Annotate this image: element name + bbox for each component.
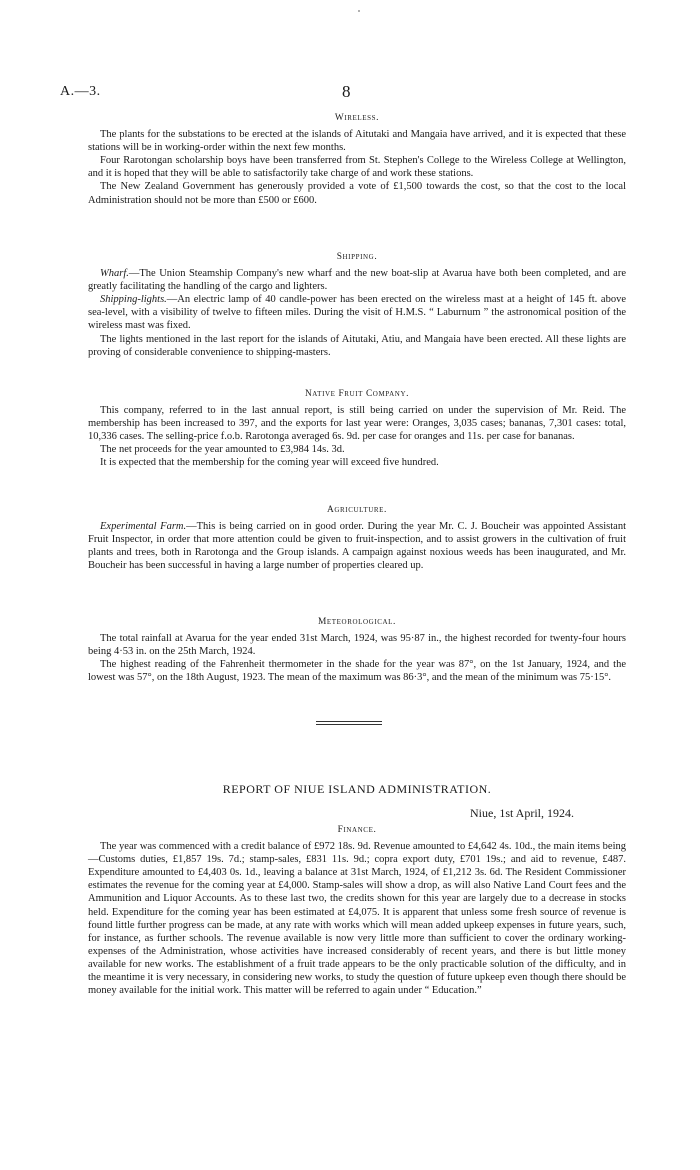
report-title: REPORT OF NIUE ISLAND ADMINISTRATION. (222, 782, 492, 796)
section-divider (316, 721, 382, 722)
shipping-lights-label: Shipping-lights. (100, 294, 167, 306)
section-heading-shipping: Shipping. (336, 252, 378, 262)
paragraph: The highest reading of the Fahrenheit thermometer in the shade for the year was 87°, on the 1st January, 1924, and the lowest was 57°, on the 18th August, 1923. The mean of the maximum was 86·3°, and the mean of the minimum was 75·15°. (88, 659, 626, 684)
section-meteorological (88, 616, 626, 684)
section-heading-meteorological: Meteorological. (317, 617, 396, 627)
experimental-farm-label: Experimental Farm. (100, 521, 187, 533)
document-reference: A.—3. (60, 84, 101, 99)
section-heading-native-fruit-company: Native Fruit Company. (304, 389, 410, 399)
scan-dot (358, 10, 360, 12)
wharf-label: Wharf. (100, 268, 129, 280)
section-heading-wireless: Wireless. (334, 113, 380, 123)
paragraph: This company, referred to in the last annual report, is still being carried on under the supervision of Mr. Reid. The membership has been increased to 397, and the exports for last year were: Oranges, 3,035 cases; bananas, 7,301 cases: total, 10,336 cases. The selling-price f.o.b. Rarotonga averaged 6s. 9d. per case for oranges and 11s. per case for bananas. (88, 405, 626, 443)
paragraph: The plants for the substations to be erected at the islands of Aitutaki and Mangaia have arrived, and it is expected that these stations will be in working-order within the next few months. (88, 129, 626, 154)
section-heading-finance: Finance. (337, 825, 377, 835)
wharf-text: —The Union Steamship Company's new wharf and the new boat-slip at Avarua have both been completed, and are greatly facilitating the handling of the cargo and lighters. (88, 268, 626, 293)
section-finance (88, 824, 626, 997)
shipping-lights-text: —An electric lamp of 40 candle-power has been erected on the wireless mast at a height of 145 ft. above sea-level, with a visibility of twelve to fifteen miles. During the visit of H.M.S. “ Laburnum ” the astronomical position of the wireless mast was fixed. (88, 294, 626, 332)
section-divider (316, 724, 382, 725)
paragraph: The lights mentioned in the last report for the islands of Aitutaki, Atiu, and Mangaia have been erected. All these lights are proving of considerable convenience to shipping-masters. (88, 333, 626, 358)
experimental-farm-text: —This is being carried on in good order. During the year Mr. C. J. Boucheir was appointed Assistant Fruit Inspector, in order that more attention could be given to fruit-inspection, and to assist growers in the cultivation of fruit plants and trees, both in Rarotonga and the Group islands. A campaign against noxious weeds has been inaugurated, and Mr. Boucheir has been successful in having a large number of properties cleared up. (88, 521, 626, 572)
paragraph: The New Zealand Government has generously provided a vote of £1,500 towards the cost, so that the cost to the local Administration should not be more than £500 or £600. (88, 181, 626, 206)
section-wireless (88, 112, 626, 207)
paragraph: The net proceeds for the year amounted to £3,984 14s. 3d. (100, 444, 345, 456)
paragraph: It is expected that the membership for the coming year will exceed five hundred. (100, 457, 439, 469)
paragraph: The year was commenced with a credit balance of £972 18s. 9d. Revenue amounted to £4,642 4s. 10d., the main items being—Customs duties, £1,857 19s. 7d.; stamp-sales, £831 11s. 9d.; copra export duty, £701 19s.; and aid to revenue, £487. Expenditure amounted to £4,403 0s. 1d., leaving a balance at 31st March, 1924, of £1,212 3s. 6d. The Resident Commissioner estimates the revenue for the coming year at £4,000. Stamp-sales will show a drop, as will also Native Land Court fees and the Ammunition and Liquor Accounts. As to these last two, the credits shown for this year are largely due to a decrease in stocks held. Expenditure for the coming year has been estimated at £4,075. It is apparent that unless some fresh source of revenue is found little further progress can be made, at any rate with works which will mean added upkeep expenses in future years, such, for instance, as further schools. The revenue available is now very little more than sufficient to cover the ordinary working-expenses of the Administration, whose activities have increased considerably of recent years, and there is but little money available for new works. The establishment of a fruit trade appears to be the only practicable solution of the difficulty, and in the meantime it is very necessary, in considering new works, to study the question of future upkeep even though there should be money available for the initial work. This matter will be referred to again under “ Education.” (88, 841, 626, 997)
section-agriculture (88, 504, 626, 572)
paragraph (88, 293, 626, 332)
section-heading-agriculture: Agriculture. (326, 505, 387, 515)
paragraph (88, 520, 626, 572)
paragraph (88, 267, 626, 293)
paragraph: Four Rarotongan scholarship boys have been transferred from St. Stephen's College to the Wireless College at Wellington, and it is hoped that they will be able to satisfactorily take charge of and work these stations. (88, 155, 626, 180)
paragraph: The total rainfall at Avarua for the year ended 31st March, 1924, was 95·87 in., the highest recorded for twenty-four hours being 4·53 in. on the 25th March, 1924. (88, 633, 626, 658)
section-native-fruit-company (88, 388, 626, 470)
page-number: 8 (342, 82, 351, 101)
section-shipping (88, 251, 626, 359)
report-date: Niue, 1st April, 1924. (470, 806, 574, 820)
